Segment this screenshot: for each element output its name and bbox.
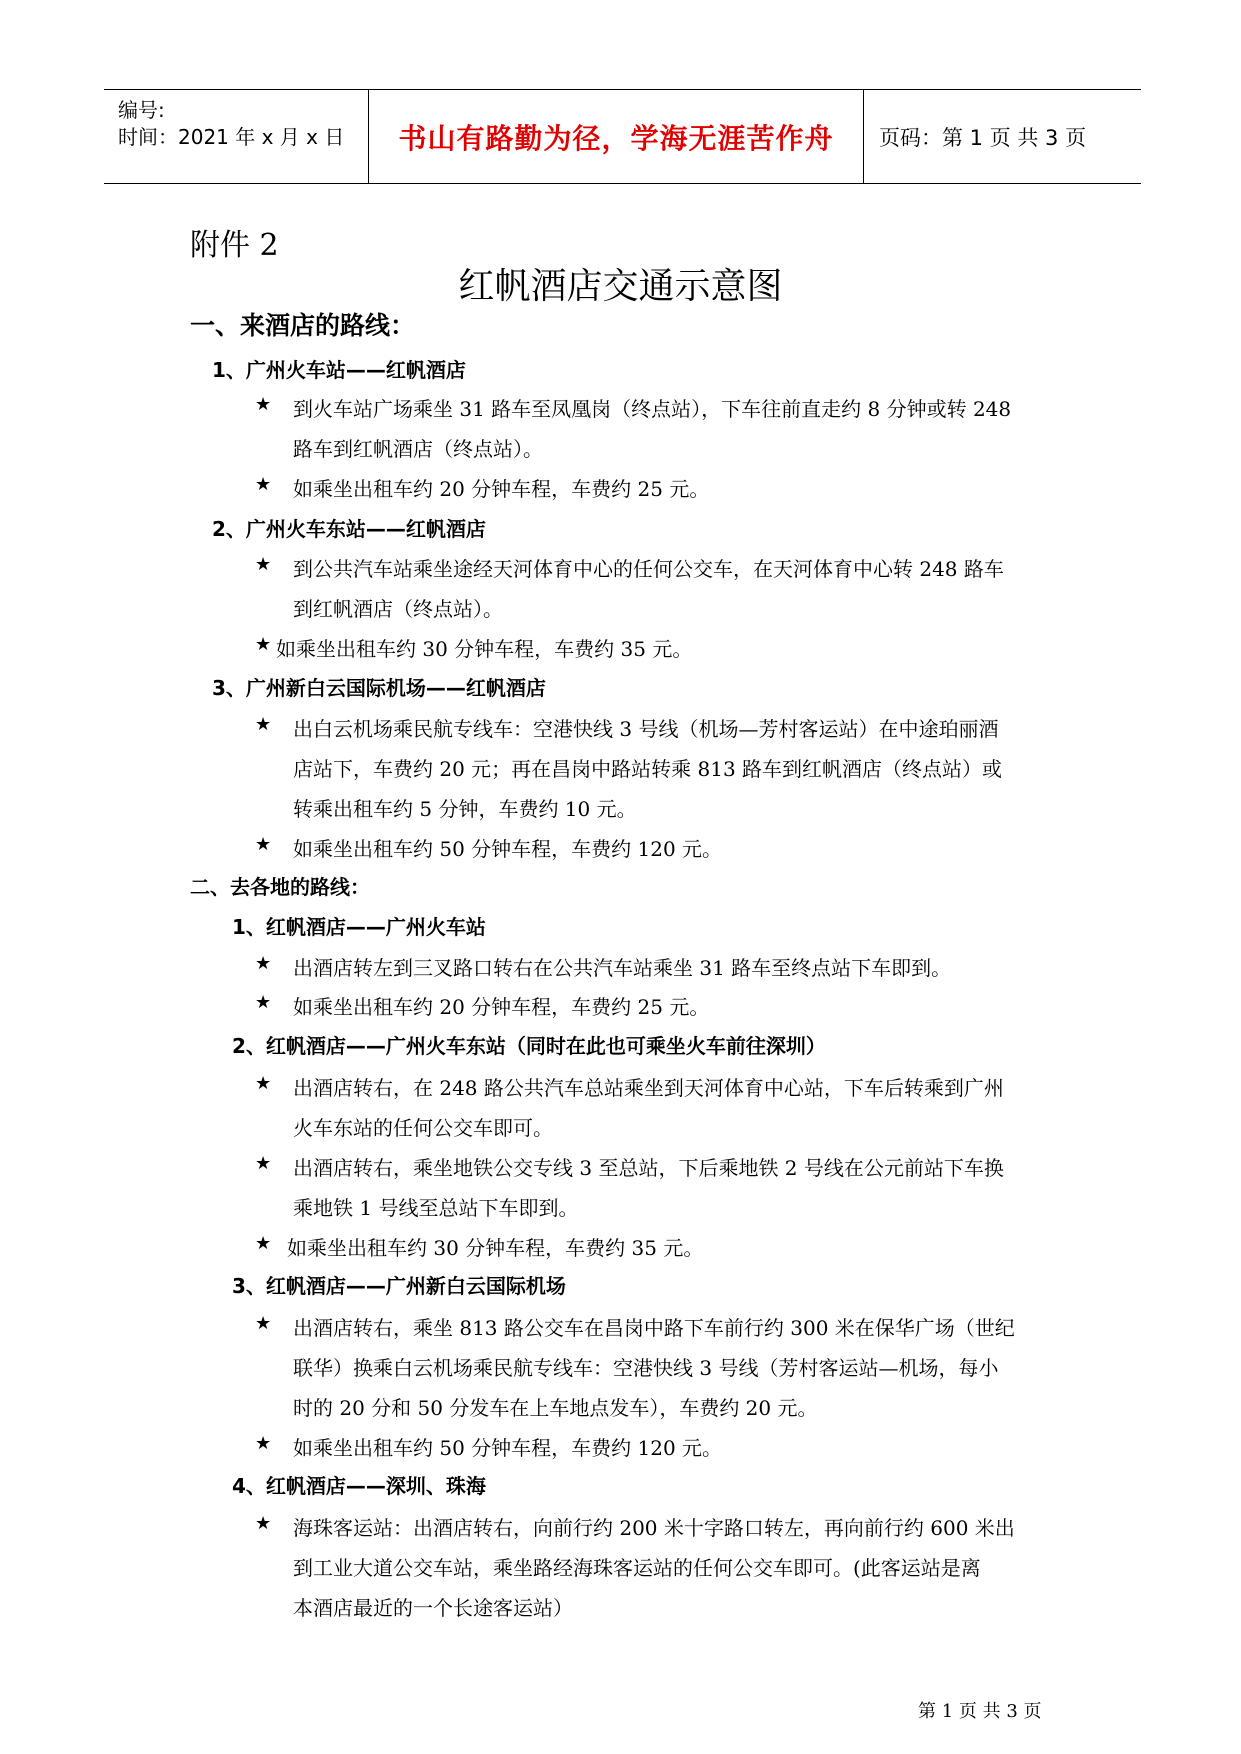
- route-text: 时的 20 分和 50 分发车在上车地点发车），车费约 20 元。: [293, 1396, 818, 1420]
- route-text: 如乘坐出租车约 50 分钟车程，车费约 120 元。: [293, 837, 723, 861]
- route-text: 本酒店最近的一个长途客运站）: [293, 1596, 573, 1620]
- star-icon: ★: [255, 834, 272, 855]
- route-text: 如乘坐出租车约 30 分钟车程，车费约 35 元。: [276, 637, 693, 661]
- route-text: 到火车站广场乘坐 31 路车至凤凰岗（终点站），下车往前直走约 8 分钟或转 248: [293, 397, 1012, 421]
- route-text: 路车到红帆酒店（终点站）。: [293, 437, 543, 461]
- route-heading: 3、广州新白云国际机场——红帆酒店: [212, 676, 546, 700]
- route-heading: 3、红帆酒店——广州新白云国际机场: [232, 1274, 566, 1298]
- star-icon: ★: [255, 1073, 272, 1094]
- route-heading: 2、广州火车东站——红帆酒店: [212, 517, 486, 541]
- route-text: 出酒店转右，乘坐地铁公交专线 3 至总站，下后乘地铁 2 号线在公元前站下车换: [293, 1156, 1004, 1180]
- route-text: 到红帆酒店（终点站）。: [293, 597, 503, 621]
- route-text: 如乘坐出租车约 20 分钟车程，车费约 25 元。: [293, 477, 710, 501]
- header-middle-cell: [369, 90, 864, 183]
- route-text: 出酒店转右，在 248 路公共汽车总站乘坐到天河体育中心站，下车后转乘到广州: [293, 1076, 1004, 1100]
- route-heading: 4、红帆酒店——深圳、珠海: [232, 1474, 486, 1498]
- route-heading: 1、红帆酒店——广州火车站: [232, 915, 486, 939]
- route-text: 如乘坐出租车约 20 分钟车程，车费约 25 元。: [293, 995, 710, 1019]
- route-text: 联华）换乘白云机场乘民航专线车：空港快线 3 号线（芳村客运站—机场，每小: [293, 1356, 999, 1380]
- route-text: 如乘坐出租车约 50 分钟车程，车费约 120 元。: [293, 1436, 723, 1460]
- star-icon: ★: [255, 714, 272, 735]
- star-icon: ★: [255, 1313, 272, 1334]
- attachment-label: 附件 2: [190, 228, 279, 263]
- star-icon: ★: [255, 1153, 272, 1174]
- page-footer: 第 1 页 共 3 页: [918, 1701, 1042, 1722]
- route-text: 海珠客运站：出酒店转右，向前行约 200 米十字路口转左，再向前行约 600 米出: [293, 1516, 1015, 1540]
- route-text: 出白云机场乘民航专线车：空港快线 3 号线（机场—芳村客运站）在中途珀丽酒: [293, 717, 999, 741]
- header-right-cell: [865, 90, 1141, 183]
- star-icon: ★: [255, 474, 272, 495]
- document-title: 红帆酒店交通示意图: [458, 266, 783, 307]
- header-table: [104, 89, 1141, 184]
- document-number-label: 编号:: [118, 98, 165, 122]
- route-text: 到工业大道公交车站，乘坐路经海珠客运站的任何公交车即可。(此客运站是离: [293, 1556, 981, 1580]
- route-text: 出酒店转右，乘坐 813 路公交车在昌岗中路下车前行约 300 米在保华广场（世纪: [293, 1316, 1015, 1340]
- route-text: 到公共汽车站乘坐途经天河体育中心的任何公交车，在天河体育中心转 248 路车: [293, 557, 1004, 581]
- star-icon: ★: [255, 1233, 272, 1254]
- star-icon: ★: [255, 394, 272, 415]
- route-heading: 2、红帆酒店——广州火车东站（同时在此也可乘坐火车前往深圳）: [232, 1034, 826, 1058]
- header-page-info: 页码：第 1 页 共 3 页: [879, 125, 1087, 150]
- header-left-cell: [104, 90, 369, 183]
- star-icon: ★: [255, 953, 272, 974]
- star-icon: ★: [255, 1433, 272, 1454]
- route-text: 出酒店转左到三叉路口转右在公共汽车站乘坐 31 路车至终点站下车即到。: [293, 956, 952, 980]
- section-1-heading: 一、来酒店的路线：: [190, 311, 416, 340]
- star-icon: ★: [255, 554, 272, 575]
- document-time-label: 时间：2021 年 x 月 x 日: [118, 125, 345, 149]
- route-text: 店站下，车费约 20 元；再在昌岗中路站转乘 813 路车到红帆酒店（终点站）或: [293, 757, 1003, 781]
- route-heading: 1、广州火车站——红帆酒店: [212, 358, 466, 382]
- star-icon: ★: [255, 1513, 272, 1534]
- route-text: 转乘出租车约 5 分钟，车费约 10 元。: [293, 797, 637, 821]
- star-icon: ★: [255, 992, 272, 1013]
- star-icon: ★: [255, 634, 272, 655]
- route-text: 火车东站的任何公交车即可。: [293, 1116, 553, 1140]
- route-text: 乘地铁 1 号线至总站下车即到。: [293, 1196, 579, 1220]
- header-motto: 书山有路勤为径，学海无涯苦作舟: [398, 121, 834, 155]
- route-text: 如乘坐出租车约 30 分钟车程，车费约 35 元。: [287, 1236, 704, 1260]
- section-2-heading: 二、去各地的路线：: [190, 875, 370, 899]
